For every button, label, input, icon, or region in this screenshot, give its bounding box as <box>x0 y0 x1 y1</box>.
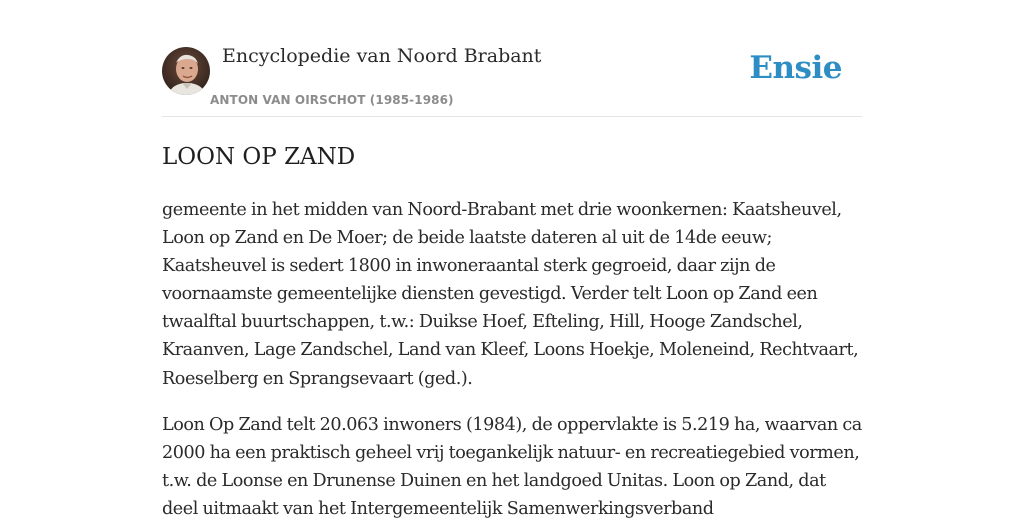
author-name[interactable]: ANTON VAN OIRSCHOT (1985-1986) <box>210 93 454 107</box>
page-content <box>162 0 862 523</box>
article-paragraph-2: Loon Op Zand telt 20.063 inwoners (1984), de oppervlakte is 5.219 ha, waarvan ca 2000 ha een praktisch geheel vrij toegankelijk natuur- en recreatiegebied vormen, t.w. de Loonse en Drunense Duinen en het landgoed Unitas. Loon op Zand, dat deel uitmaakt van het Intergemeentelijk Samenwerkingsverband <box>162 414 862 519</box>
source-title[interactable]: Encyclopedie van Noord Brabant <box>222 45 542 67</box>
author-portrait-image <box>162 47 210 95</box>
article-header <box>162 0 862 117</box>
author-avatar[interactable] <box>162 47 210 95</box>
article-title: LOON OP ZAND <box>162 144 356 170</box>
article-paragraph-1: gemeente in het midden van Noord-Brabant met drie woonkernen: Kaatsheuvel, Loon op Zand en De Moer; de beide laatste dateren al uit de 14de eeuw; Kaatsheuvel is sedert 1800 in inwoneraantal sterk gegroeid, daar zijn de voornaamste gemeentelijke diensten gevestigd. Verder telt Loon op Zand een twaalftal buurtschappen, t.w.: Duikse Hoef, Efteling, Hill, Hooge Zandschel, Kraanven, Lage Zandschel, Land van Kleef, Loons Hoekje, Moleneind, Rechtvaart, Roeselberg en Sprangsevaart (ged.). <box>162 200 859 389</box>
ensie-logo[interactable]: Ensie <box>749 50 842 86</box>
